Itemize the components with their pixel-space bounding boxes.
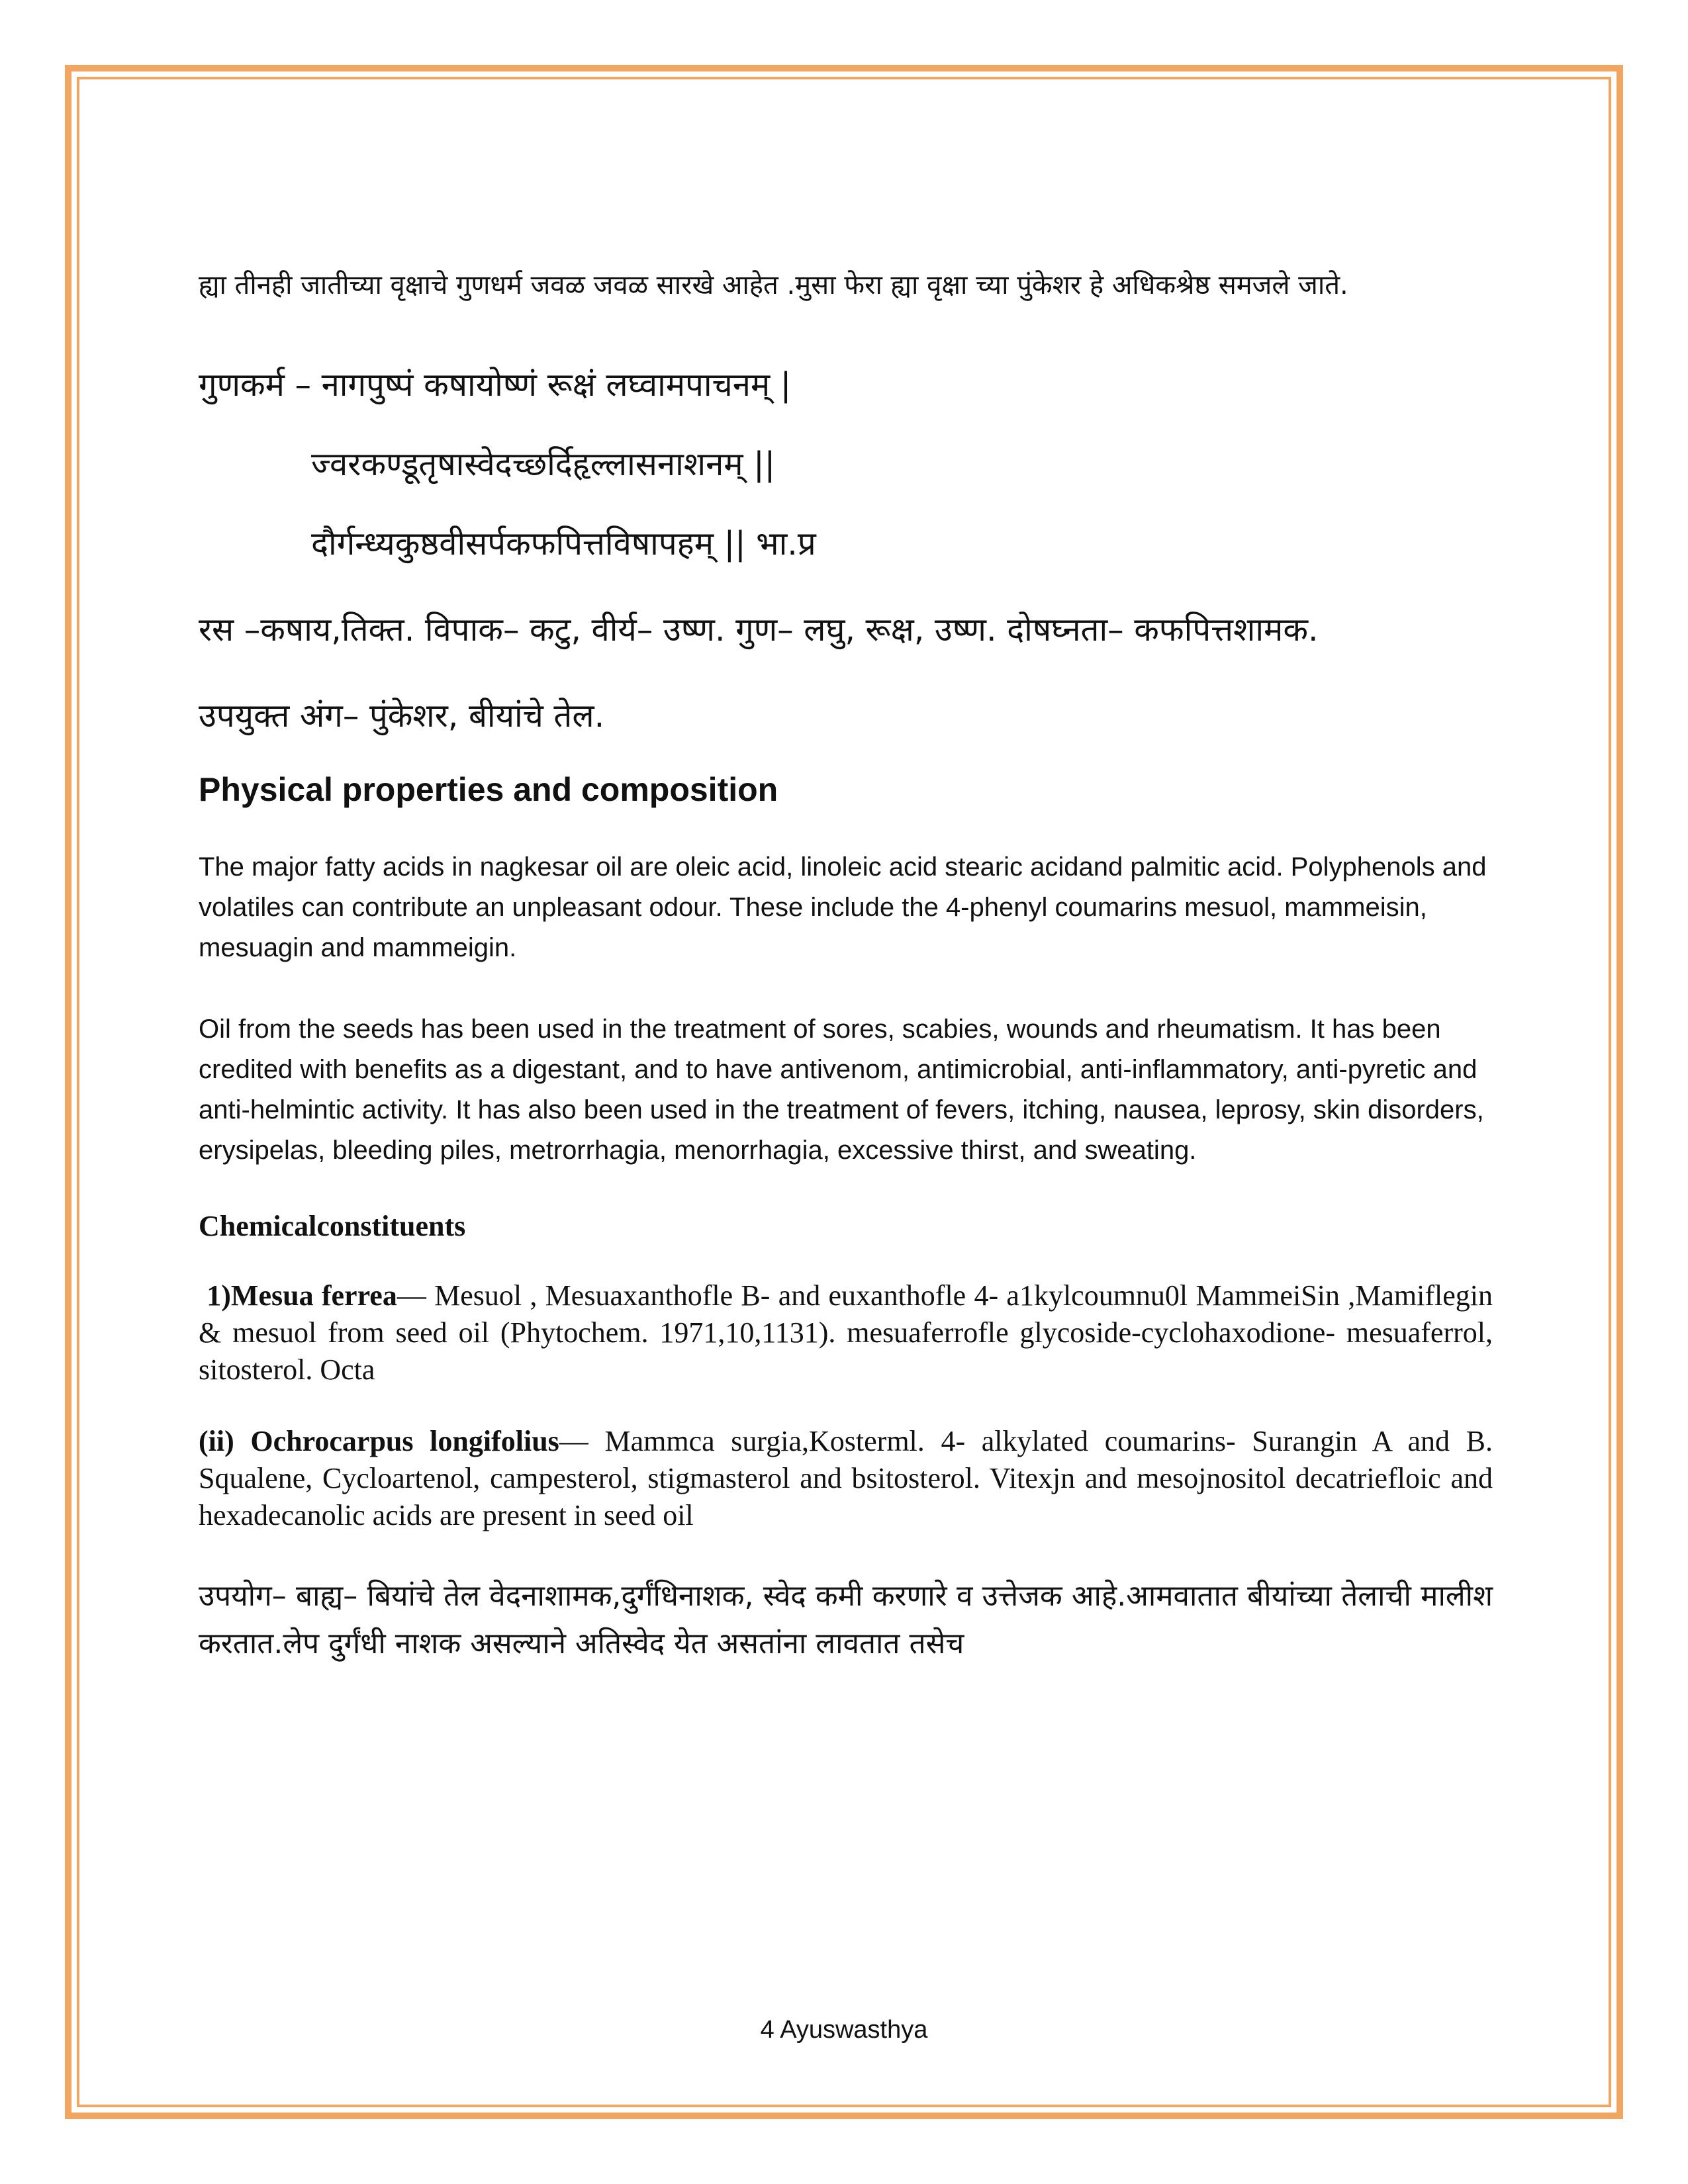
upayog-paragraph: उपयोग– बाह्य– बियांचे तेल वेदनाशामक,दुर्गंधिनाशक, स्वेद कमी करणारे व उत्तेजक आहे.आमवातात बीयांच्या तेलाची मालीश करतात.लेप दुर्गंधी नाशक असल्याने अतिस्वेद येत असतांना लावतात तसेच xyxy=(199,1579,1493,1661)
physical-paragraph-1: The major fatty acids in nagkesar oil are oleic acid, linoleic acid stearic acidand palmitic acid. Polyphenols and volatiles can contribute an unpleasant odour. These include the 4-phenyl coumarins mesuol, mammeisin, mesuagin and mammeigin. xyxy=(199,852,1487,962)
ochrocarpus-label: (ii) Ochrocarpus longifolius xyxy=(199,1425,559,1457)
verse-line-1: गुणकर्म – नागपुष्पं कषायोष्णं रूक्षं लघ्वामपाचनम् | xyxy=(199,366,792,404)
ochrocarpus-paragraph xyxy=(199,1423,1493,1534)
intro-paragraph: ह्या तीनही जातीच्या वृक्षाचे गुणधर्म जवळ जवळ सारखे आहेत .मुसा फेरा ह्या वृक्षा च्या पुंकेशर हे अधिकश्रेष्ठ समजले जाते. xyxy=(199,270,1348,300)
rasa-line: रस –कषाय,तिक्त. विपाक– कटु, वीर्य– उष्ण. गुण– लघु, रूक्ष, उष्ण. दोषघ्नता– कफपित्तशामक. xyxy=(199,611,1319,649)
page-footer: 4 Ayuswasthya xyxy=(760,2016,928,2044)
mesua-ferrea-paragraph xyxy=(199,1277,1493,1388)
mesua-ferrea-text: — Mesuol , Mesuaxanthofle B- and euxanthofle 4- a1kylcoumnu0l MammeiSin ,Mamiflegin & mesuol from seed oil (Phytochem. 1971,10,1131). mesuaferrofle glycoside-cyclohaxodione- mesuaferrol, sitosterol. Octa xyxy=(199,1279,1493,1386)
verse-line-3: दौर्गन्ध्यकुष्ठवीसर्पकफपित्तविषापहम् || भा.प्र xyxy=(311,525,816,563)
mesua-ferrea-label: 1)Mesua ferrea xyxy=(207,1279,397,1312)
physical-paragraph-2: Oil from the seeds has been used in the treatment of sores, scabies, wounds and rheumatism. It has been credited with benefits as a digestant, and to have antivenom, antimicrobial, anti-inflammatory, anti-pyretic and anti-helmintic activity. It has also been used in the treatment of fevers, itching, nausea, leprosy, skin disorders, erysipelas, bleeding piles, metrorrhagia, menorrhagia, excessive thirst, and sweating. xyxy=(199,1015,1484,1165)
page-content xyxy=(199,265,1493,1697)
ochrocarpus-text: — Mammca surgia,Kosterml. 4- alkylated coumarins- Surangin A and B. Squalene, Cycloartenol, campesterol, stigmasterol and bsitosterol. Vitexjn and mesojnositol decatriefloic and hexadecanolic acids are present in seed oil xyxy=(199,1425,1493,1531)
physical-properties-heading: Physical properties and composition xyxy=(199,771,778,808)
useful-parts-line: उपयुक्त अंग– पुंकेशर, बीयांचे तेल. xyxy=(199,697,605,735)
chemical-constituents-heading: Chemicalconstituents xyxy=(199,1210,466,1242)
verse-line-2: ज्वरकण्डूतृषास्वेदच्छर्दिहृल्लासनाशनम् || xyxy=(311,445,776,483)
